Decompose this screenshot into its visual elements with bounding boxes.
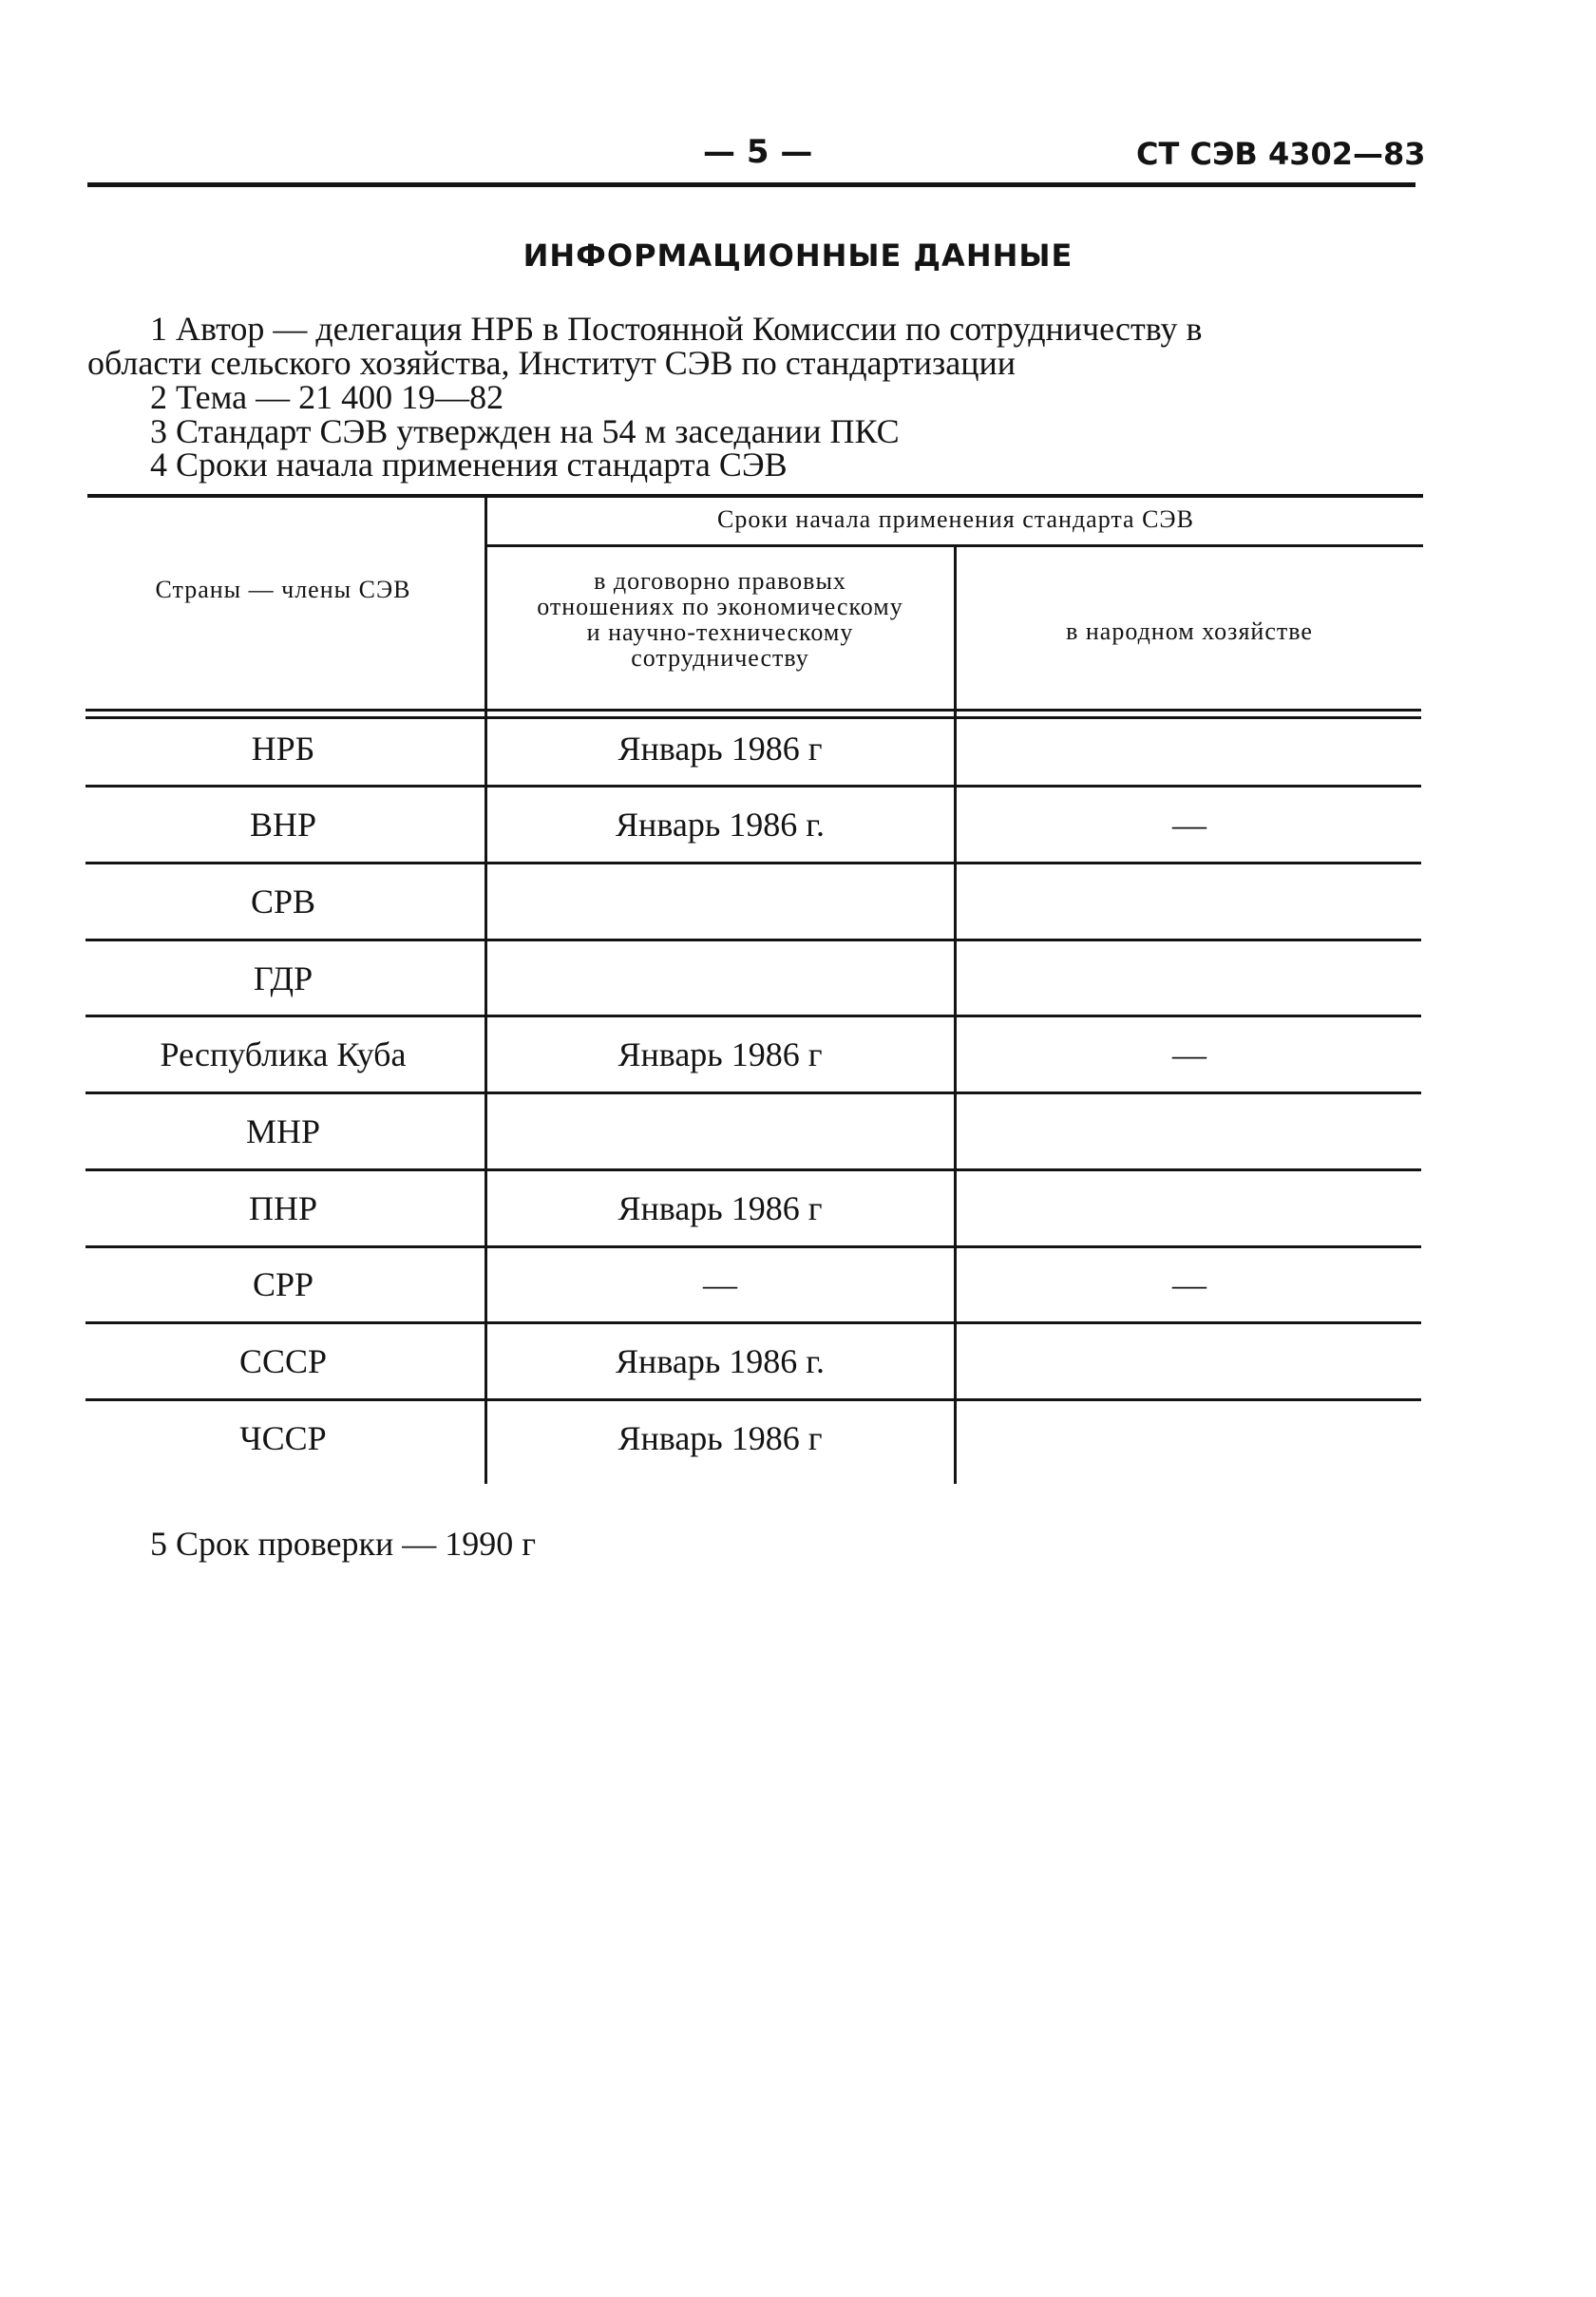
header-bottom-rule-2: [86, 716, 1421, 719]
cell-country: ГДР: [253, 959, 314, 997]
cell-contract-date: Январь 1986 г.: [616, 1342, 825, 1380]
cell-contract-date: Январь 1986 г: [618, 730, 823, 768]
row-rule: [86, 1015, 1421, 1017]
cell-economy-date: —: [1172, 1265, 1206, 1303]
standard-code: СТ СЭВ 4302—83: [1136, 136, 1426, 172]
header-rule: [87, 182, 1416, 187]
header-group: Сроки начала применения стандарта СЭВ: [717, 505, 1194, 533]
cell-economy-date: —: [1172, 806, 1206, 844]
cell-contract-date: Январь 1986 г: [618, 1035, 823, 1073]
info-item-theme: 2 Тема — 21 400 19—82: [150, 378, 504, 416]
cell-country: ЧССР: [239, 1419, 327, 1457]
cell-country: СРВ: [250, 883, 316, 921]
info-item-author-line1: 1 Автор — делегация НРБ в Постоянной Комиссии по сотрудничеству в: [150, 310, 1203, 348]
cell-country: МНР: [245, 1112, 321, 1150]
cell-country: Республика Куба: [160, 1035, 407, 1073]
cell-country: НРБ: [251, 730, 315, 768]
application-dates-table: [84, 494, 1423, 1482]
header-economy: в народном хозяйстве: [1066, 617, 1313, 645]
row-rule: [86, 1398, 1421, 1401]
row-rule: [86, 939, 1421, 941]
cell-country: ПНР: [248, 1189, 318, 1227]
info-item-author: [87, 310, 1419, 382]
header-contract: в договорно правовых отношениях по экономическому и научно-техническому сотрудничеству: [537, 567, 903, 672]
page-number: — 5 —: [703, 133, 813, 171]
table-vline-1: [484, 496, 487, 1484]
header-countries: Страны — члены СЭВ: [155, 576, 411, 603]
cell-economy-date: —: [1172, 1035, 1206, 1073]
cell-contract-date: —: [703, 1265, 737, 1303]
cell-contract-date: Январь 1986 г: [618, 1189, 823, 1227]
info-item-author-line2: области сельского хозяйства, Институт СЭВ по стандартизации: [87, 344, 1016, 382]
info-item-approval: 3 Стандарт СЭВ утвержден на 54 м заседании ПКС: [150, 412, 900, 450]
page-title: ИНФОРМАЦИОННЫЕ ДАННЫЕ: [522, 237, 1074, 274]
cell-country: СССР: [238, 1342, 328, 1380]
cell-country: СРР: [252, 1265, 314, 1303]
info-item-review: 5 Срок проверки — 1990 г: [150, 1525, 537, 1563]
row-rule: [86, 1168, 1421, 1171]
row-rule: [86, 862, 1421, 864]
cell-country: ВНР: [249, 806, 317, 844]
row-rule: [86, 785, 1421, 788]
header-bottom-rule-1: [86, 709, 1421, 712]
row-rule: [86, 1245, 1421, 1248]
info-item-dates: 4 Сроки начала применения стандарта СЭВ: [150, 446, 788, 484]
row-rule: [86, 1092, 1421, 1094]
row-rule: [86, 1321, 1421, 1324]
cell-contract-date: Январь 1986 г.: [616, 806, 825, 844]
cell-contract-date: Январь 1986 г: [618, 1419, 823, 1457]
table-top-rule: [87, 494, 1423, 498]
